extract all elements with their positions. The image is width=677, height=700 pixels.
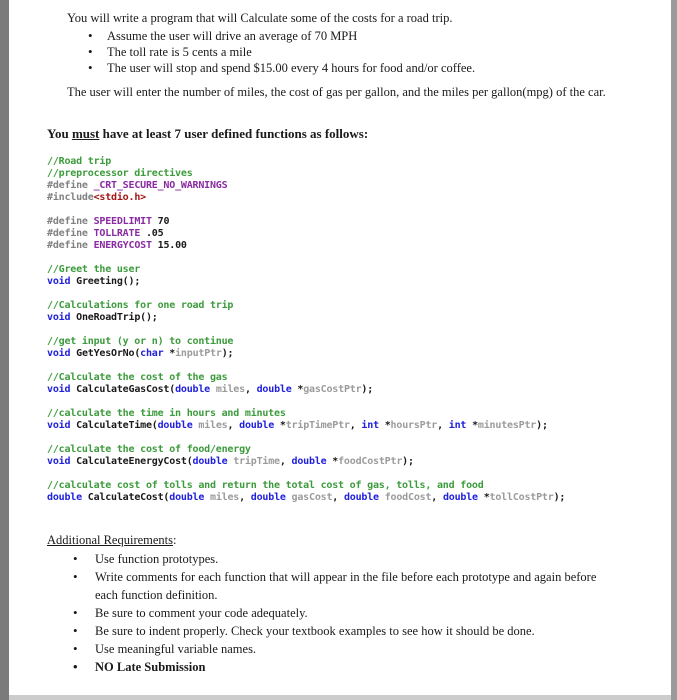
code-token: tripTime	[227, 456, 280, 467]
list-item: • Write comments for each function that will appear in the file before each prototype and again before each function definition.	[95, 568, 613, 604]
code-token: CalculateCost(	[81, 492, 170, 503]
code-token: void	[47, 348, 71, 359]
code-line	[47, 192, 677, 204]
code-token: );	[553, 492, 566, 503]
code-token: *	[291, 384, 304, 395]
code-token: CalculateEnergyCost(	[70, 456, 193, 467]
code-line	[47, 456, 677, 468]
code-line	[47, 264, 677, 276]
code-token: minutesPtr	[477, 420, 537, 431]
list-item: • Use function prototypes.	[95, 550, 613, 568]
code-token: #define	[47, 180, 94, 191]
code-token: 70	[151, 216, 170, 227]
code-token: ENERGYCOST	[93, 240, 152, 251]
code-token: );	[361, 384, 374, 395]
code-token: double	[250, 492, 286, 503]
code-token: //Calculate the cost of the gas	[47, 372, 228, 383]
code-line	[47, 156, 677, 168]
code-line	[47, 180, 677, 192]
list-item: • Assume the user will drive an average of 70 MPH	[107, 28, 647, 44]
additional-requirements-title	[47, 532, 677, 548]
code-token: );	[536, 420, 548, 431]
code-token: );	[402, 456, 414, 467]
code-token: double	[442, 492, 478, 503]
code-line	[47, 276, 677, 288]
code-line	[47, 396, 677, 408]
code-token: ,	[349, 420, 362, 431]
code-token: TOLLRATE	[93, 228, 141, 239]
heading-text-pre: You	[47, 126, 72, 141]
code-token: double	[169, 492, 205, 503]
code-token: void	[47, 456, 71, 467]
code-line	[47, 336, 677, 348]
right-edge-bar	[671, 0, 677, 700]
code-token: double	[192, 456, 228, 467]
code-token: //Greet the user	[47, 264, 141, 275]
code-token: *	[477, 492, 490, 503]
code-line	[47, 204, 677, 216]
code-token: inputPtr	[175, 348, 222, 359]
code-line	[47, 252, 677, 264]
code-token: _CRT_SECURE_NO_WARNINGS	[93, 180, 228, 191]
code-token: //calculate the cost of food/energy	[47, 444, 251, 455]
code-token: double	[47, 492, 82, 503]
code-line	[47, 444, 677, 456]
code-token: CalculateGasCost(	[70, 384, 176, 395]
code-token: GetYesOrNo(	[70, 348, 141, 359]
code-token: int	[448, 420, 467, 431]
heading-text-must: must	[71, 126, 100, 141]
code-token: foodCost	[378, 492, 432, 503]
code-token: SPEEDLIMIT	[93, 216, 152, 227]
code-token: double	[291, 456, 327, 467]
code-token: *	[274, 420, 286, 431]
code-token: double	[157, 420, 193, 431]
code-line	[47, 300, 677, 312]
code-token: foodCostPtr	[338, 456, 403, 467]
code-token: miles	[210, 384, 245, 395]
code-line	[47, 348, 677, 360]
code-line	[47, 480, 677, 492]
code-token: ,	[437, 420, 449, 431]
code-token: void	[47, 312, 71, 323]
code-token: 15.00	[151, 240, 187, 251]
user-input-paragraph: The user will enter the number of miles, the cost of gas per gallon, and the miles per gallon(mpg) of the car.	[67, 85, 606, 99]
list-item: • Be sure to comment your code adequately.	[95, 604, 613, 622]
code-token: <stdio.h>	[93, 192, 146, 203]
code-token: gasCost	[285, 492, 333, 503]
assumptions-bullet-list	[0, 28, 677, 76]
requirements-title-text: Additional Requirements	[47, 533, 174, 547]
code-token: miles	[192, 420, 228, 431]
list-item: • The user will stop and spend $15.00 every 4 hours for food and/or coffee.	[107, 60, 647, 76]
code-token: void	[47, 420, 71, 431]
code-token: double	[343, 492, 379, 503]
code-line	[47, 468, 677, 480]
list-item: • Be sure to indent properly. Check your textbook examples to see how it should be done.	[95, 622, 613, 640]
code-token: //calculate cost of tolls and return the total cost of gas, tolls, and food	[47, 480, 484, 491]
code-line	[47, 240, 677, 252]
code-line	[47, 420, 677, 432]
code-token: CalculateTime(	[70, 420, 158, 431]
code-token: ,	[244, 384, 257, 395]
code-line	[47, 324, 677, 336]
code-token: OneRoadTrip();	[70, 312, 158, 323]
code-token: *	[326, 456, 339, 467]
code-token: #include	[47, 192, 94, 203]
code-token: tollCostPtr	[489, 492, 554, 503]
code-token: );	[221, 348, 234, 359]
code-line	[47, 372, 677, 384]
code-line	[47, 312, 677, 324]
code-token: *	[378, 420, 391, 431]
code-line	[47, 360, 677, 372]
code-token: void	[47, 276, 71, 287]
code-token: tripTimePtr	[285, 420, 350, 431]
code-token: //Calculations for one road trip	[47, 300, 234, 311]
functions-heading	[47, 126, 677, 142]
code-token: ,	[279, 456, 292, 467]
code-token: //get input (y or n) to continue	[47, 336, 234, 347]
code-token: #define	[47, 240, 94, 251]
code-token: int	[361, 420, 379, 431]
code-token: #define	[47, 228, 94, 239]
code-token: hoursPtr	[390, 420, 438, 431]
code-token: miles	[204, 492, 240, 503]
code-line	[47, 288, 677, 300]
code-line	[47, 216, 677, 228]
list-item: • NO Late Submission	[95, 658, 613, 676]
requirements-bullet-list	[0, 550, 677, 676]
code-line	[47, 408, 677, 420]
code-block	[47, 156, 677, 504]
code-token: //calculate the time in hours and minutes	[47, 408, 286, 419]
code-line	[47, 168, 677, 180]
bottom-edge-strip	[9, 695, 671, 700]
intro-paragraph: You will write a program that will Calculate some of the costs for a road trip.	[67, 11, 453, 25]
code-token: #define	[47, 216, 94, 227]
code-token: .05	[140, 228, 164, 239]
code-token: double	[175, 384, 211, 395]
code-token: ,	[332, 492, 344, 503]
code-token: //preprocessor directives	[47, 168, 193, 179]
code-token: Greeting();	[70, 276, 141, 287]
code-token: ,	[227, 420, 240, 431]
list-item: • The toll rate is 5 cents a mile	[107, 44, 647, 60]
code-token: gasCostPtr	[303, 384, 362, 395]
code-token: void	[47, 384, 71, 395]
code-line	[47, 432, 677, 444]
heading-text-post: have at least 7 user defined functions as follows:	[99, 126, 369, 141]
code-token: //Road trip	[47, 156, 112, 167]
code-token: ,	[431, 492, 443, 503]
code-token: *	[466, 420, 478, 431]
code-token: double	[239, 420, 275, 431]
left-edge-bar	[0, 0, 9, 700]
code-token: ,	[239, 492, 251, 503]
code-line	[47, 492, 677, 504]
requirements-title-colon: :	[173, 533, 177, 547]
code-token: double	[256, 384, 292, 395]
code-line	[47, 384, 677, 396]
code-line	[47, 228, 677, 240]
list-item: • Use meaningful variable names.	[95, 640, 613, 658]
code-token: *	[163, 348, 176, 359]
code-token: char	[140, 348, 164, 359]
